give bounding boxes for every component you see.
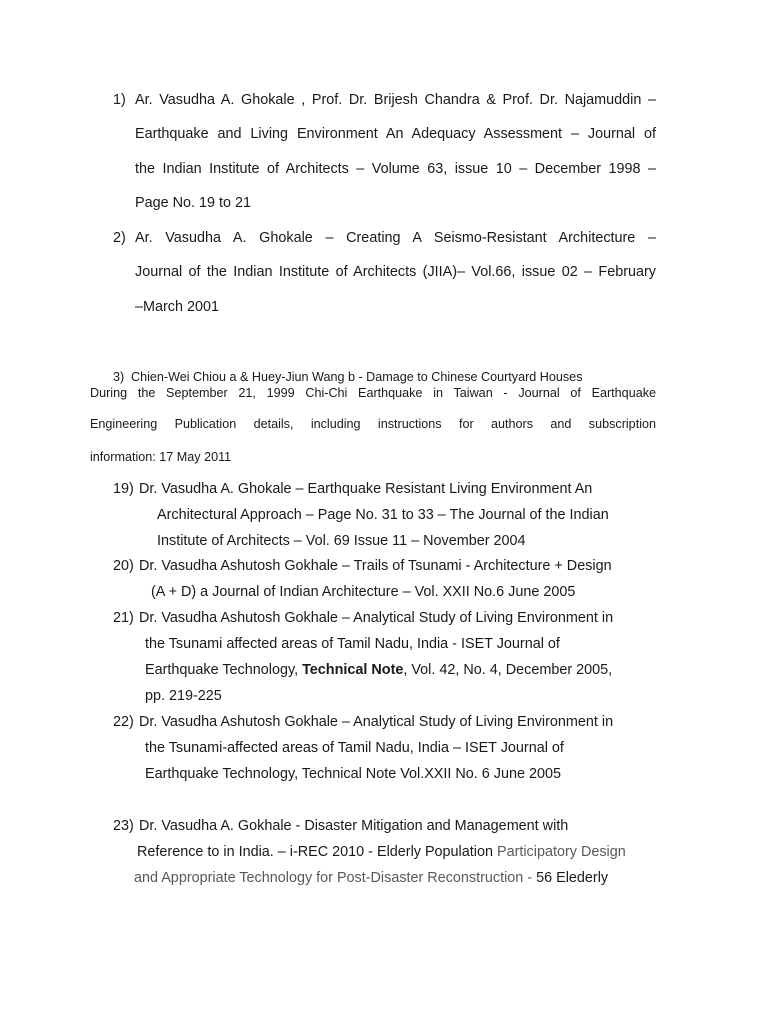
reference-21-line-3 (145, 661, 612, 679)
reference-19-line-2: Architectural Approach – Page No. 31 to 33 – The Journal of the Indian (157, 507, 609, 523)
reference-21-line-1: Dr. Vasudha Ashutosh Gokhale – Analytical Study of Living Environment in (139, 610, 614, 626)
reference-1-number: 1) (113, 92, 126, 108)
reference-21-line-3-start: Earthquake Technology, (145, 662, 303, 678)
reference-2-line-1: Ar. Vasudha A. Ghokale – Creating A Seismo-Resistant Architecture – (135, 230, 656, 246)
reference-2-number: 2) (113, 230, 126, 246)
reference-20-line-1: Dr. Vasudha Ashutosh Gokhale – Trails of Tsunami - Architecture + Design (139, 558, 612, 574)
reference-1-line-4: Page No. 19 to 21 (135, 195, 252, 211)
reference-23-line-2-start: Reference to in India. – i-REC 2010 - Elderly Population (137, 844, 497, 860)
reference-23-line-2-gray: Participatory Design (496, 844, 626, 860)
reference-22-line-1: Dr. Vasudha Ashutosh Gokhale – Analytical Study of Living Environment in (139, 714, 614, 730)
reference-1-line-1: Ar. Vasudha A. Ghokale , Prof. Dr. Brijesh Chandra & Prof. Dr. Najamuddin – (135, 92, 656, 108)
reference-23-number: 23) (113, 818, 134, 834)
reference-19-number: 19) (113, 481, 134, 497)
reference-2-line-2: Journal of the Indian Institute of Architects (JIIA)– Vol.66, issue 02 – February (135, 264, 656, 280)
reference-21-line-4: pp. 219-225 (145, 688, 222, 704)
reference-3-number: 3) (113, 370, 125, 384)
reference-1-line-3: the Indian Institute of Architects – Volume 63, issue 10 – December 1998 – (135, 161, 656, 177)
reference-2-line-3: –March 2001 (135, 299, 219, 315)
reference-21-line-3-end: , Vol. 42, No. 4, December 2005, (403, 662, 613, 678)
reference-23-line-3-end: 56 Elederly (536, 870, 609, 886)
reference-19-line-1: Dr. Vasudha A. Ghokale – Earthquake Resistant Living Environment An (139, 481, 593, 497)
reference-23-line-1: Dr. Vasudha A. Gokhale - Disaster Mitigation and Management with (139, 818, 569, 834)
reference-1-line-2: Earthquake and Living Environment An Adequacy Assessment – Journal of (135, 126, 656, 142)
reference-21-line-2: the Tsunami affected areas of Tamil Nadu, India - ISET Journal of (145, 636, 560, 652)
reference-3-line-1: Chien-Wei Chiou a & Huey-Jiun Wang b - Damage to Chinese Courtyard Houses (131, 370, 583, 384)
reference-23-line-3 (134, 869, 608, 887)
reference-22-number: 22) (113, 714, 134, 730)
reference-19-line-3: Institute of Architects – Vol. 69 Issue 11 – November 2004 (157, 533, 526, 549)
reference-22-line-3: Earthquake Technology, Technical Note Vol.XXII No. 6 June 2005 (145, 766, 562, 782)
reference-22-line-2: the Tsunami-affected areas of Tamil Nadu, India – ISET Journal of (145, 740, 564, 756)
reference-21-number: 21) (113, 610, 134, 626)
reference-3-line-2: During the September 21, 1999 Chi-Chi Earthquake in Taiwan - Journal of Earthquake (90, 386, 656, 400)
reference-3-line-3: Engineering Publication details, including instructions for authors and subscription (90, 417, 656, 431)
reference-20-number: 20) (113, 558, 134, 574)
reference-3-line-4: information: 17 May 2011 (90, 450, 232, 464)
technical-note-bold: Technical Note (302, 662, 404, 678)
reference-20-line-2: (A + D) a Journal of Indian Architecture – Vol. XXII No.6 June 2005 (151, 584, 576, 600)
reference-23-line-3-gray: and Appropriate Technology for Post-Disaster Reconstruction - (134, 870, 537, 886)
reference-23-line-2 (137, 843, 626, 861)
